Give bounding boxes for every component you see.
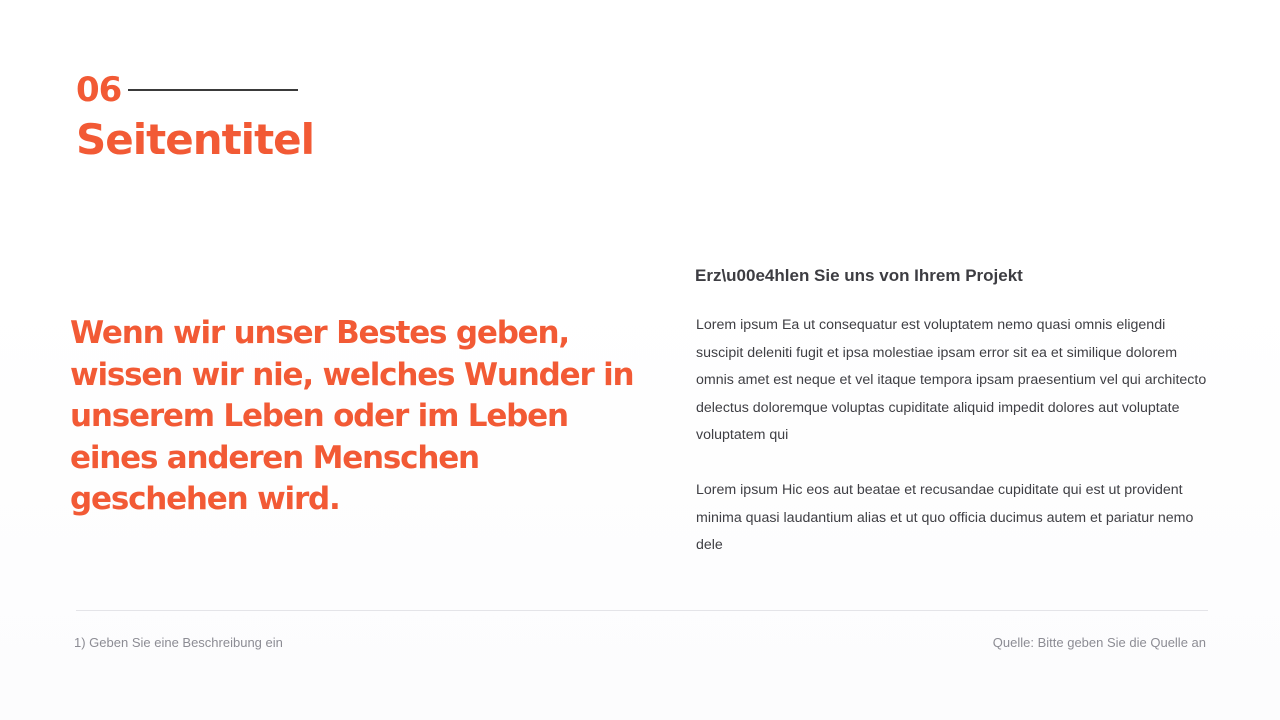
quote-text: Wenn wir unser Bestes geben, wissen wir nie, welches Wunder in unserem Leben oder im Leben eines anderen Menschen geschehen wird. (70, 315, 634, 517)
project-heading: Erz\u00e4hlen Sie uns von Ihrem Projekt (695, 266, 1023, 285)
page-title: Seitentitel (76, 115, 315, 164)
body-paragraph-2: Lorem ipsum Hic eos aut beatae et recusandae cupiditate qui est ut provident minima quasi laudantium alias et ut quo officia ducimus autem et pariatur nemo dele (696, 481, 1194, 554)
footnote: 1) Geben Sie eine Beschreibung ein (74, 635, 283, 650)
section-number: 06 (76, 70, 122, 110)
source-note: Quelle: Bitte geben Sie die Quelle an (992, 635, 1206, 650)
project-description (695, 264, 1215, 587)
footer-divider-line (76, 610, 1208, 611)
body-paragraph-1: Lorem ipsum Ea ut consequatur est voluptatem nemo quasi omnis eligendi suscipit deleniti fugit et ipsa molestiae ipsam error sit ea et similique dolorem omnis amet est neque et vel itaque tempora ipsam praesentium vel qui architecto delectus doloremque voluptas cupiditate aliquid impedit dolores aut voluptate voluptatem qui (696, 317, 1207, 444)
section-divider-line (128, 89, 298, 91)
